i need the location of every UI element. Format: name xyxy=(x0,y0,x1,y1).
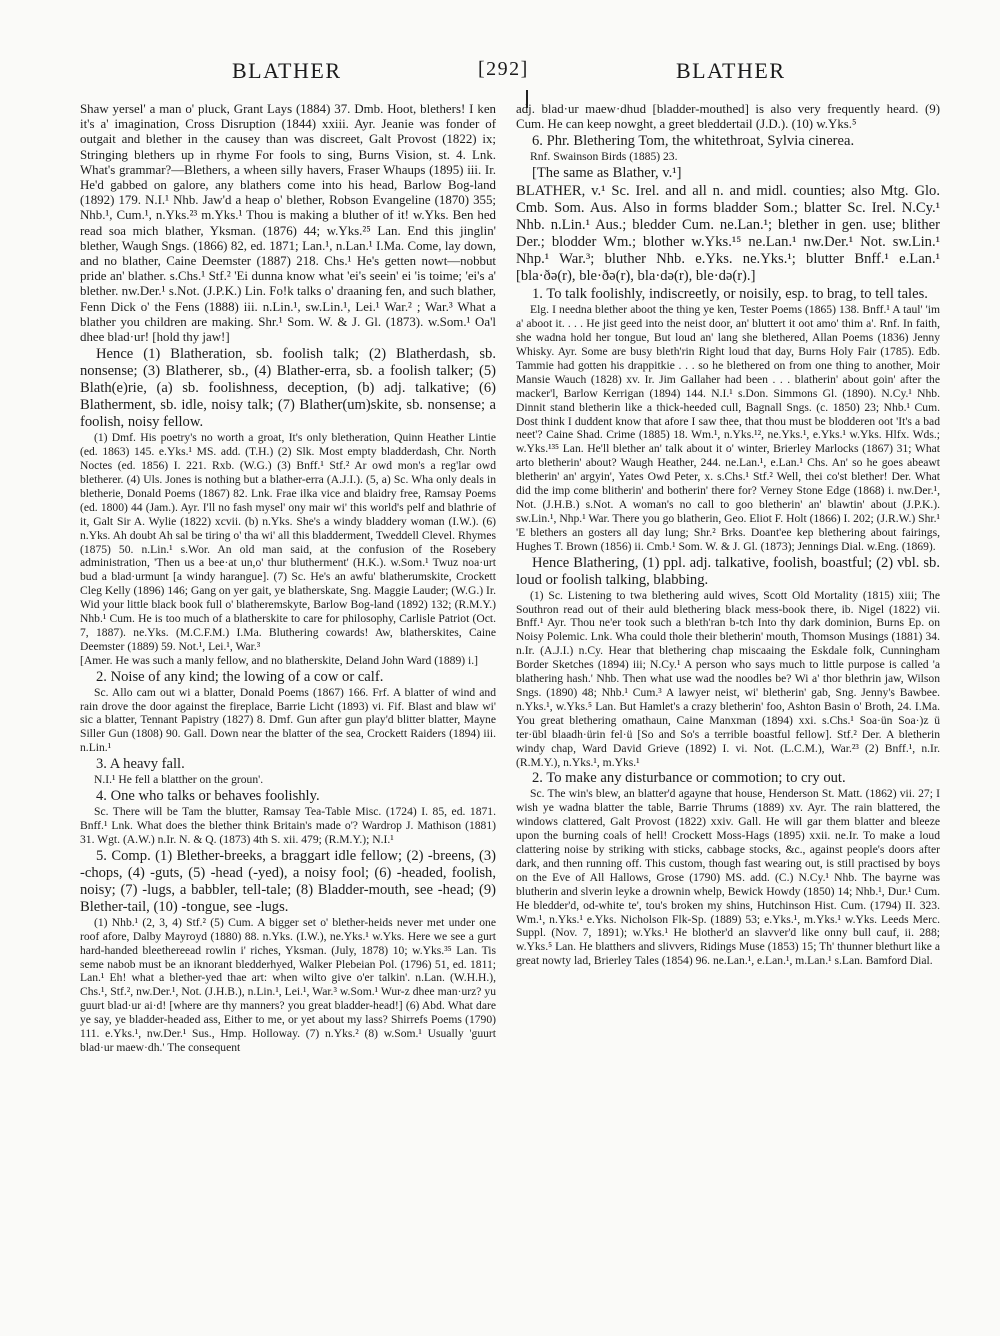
entry-sense: 3. A heavy fall. xyxy=(96,756,185,773)
running-head xyxy=(0,58,1000,88)
entry-sense: 1. To talk foolishly, indiscreetly, or noisily, esp. to brag, to tell tales. xyxy=(532,286,928,303)
etymology-note: [Amer. He was such a manly fellow, and no blatherskite, Deland John Ward (1889) i.] xyxy=(80,653,478,667)
entry-sense: 6. Phr. Blethering Tom, the whitethroat, Sylvia cinerea. xyxy=(532,133,855,150)
entry-sense: 5. Comp. (1) Blether-breeks, a braggart idle fellow; (2) -breens, (3) -chops, (4) -guts, (5) -head (-yed), a noisy fool; (6) -headed, foolish, noisy; (7) -lugs, a babbler, tell-tale; (8) Bladder-mouth, see -head; (9) Blether-tail, (10) -tongue, see -lugs. xyxy=(80,847,496,915)
citation-block: Elg. I needna blether aboot the thing ye ken, Tester Poems (1865) 138. Bnff.¹ A taul' 'im a' aboot it. . . . He jist geed into the neist door, an' bluttert it oot amo' thim a'. Rnf. In faith, she wadna hold her tongue, But loud an' lang she blethered, Allan Poems (1836) Jenny Whisky. Ayr. Some are busy bleth'rin Right loud that day, Burns Holy Fair (1785). Edb. Tammie had gotten his drappitkie . . . so he blethered on from one thing to another, Moir Mansie Wauch (1828) xv. Ir. Jim Gallaher had been . . . blatherin' about goin' after the macker'l, Barlow Kerrigan (1894) 144. N.I.¹ s.Don. Simmons Gl. (1890). N.Cy.¹ Nhb. Dinnit stand bletherin like a thick-heeded cull, Bagnall Sngs. (c. 1850) 23; Nhb.¹ Cum. Dost think I duddent know that afore I saw thee, that thou must be blodderen oot 'It's a bad neet'? Caine Shad. Crime (1885) 18. Wm.¹, n.Yks.¹², ne.Yks.¹, e.Yks.¹ w.Yks. Hlfx. Wds.; w.Yks.¹³⁵ Lan. He'll blether an' talk about it o' winter, Brierley Marlocks (1867) 31; What arto bletherin' about? Waugh Heather, 244. ne.Lan.¹, e.Lan.¹ Chs. An' so he goes abeawt bletherin' an' argyin', Yates Owd Peter, x. s.Chs.¹ Stf.² Well, thei co'st blether! Der. What did the imp come blitherin' and botherin' there for? Verney Stone Edge (1868) i. nw.Der.¹, Not. (J.H.B.) s.Not. A woman's no call to goo bletherin' an' blawtin' about (J.P.K.). sw.Lin.¹, Nhp.¹ War. There you go blatherin, Geo. Eliot F. Holt (1866) I. 202; (J.R.W.) Shr.¹ 'E blethers an gosters all day lung; Shr.² Brks. Doant'ee kep blethering about fairings, Hughes T. Brown (1856) ii. Cmb.¹ Som. W. & J. Gl. (1873); Jennings Dial. w.Eng. (1869). xyxy=(516,303,940,553)
citation-block: (1) Nhb.¹ (2, 3, 4) Stf.² (5) Cum. A bigger set o' blether-heids never met under one roof afore, Dalby Mayroyd (1880) 88. n.Yks. (I.W.), ne.Yks.¹ w.Yks. Here we see a gurt hard-handed bleethereead rowlin i' riches, Yksman. (July, 1878) 10; w.Yks.³⁵ Lan. Tis seme nabob must be an iknorant bledderhyed, Walker Plebeian Pol. (1796) 51, ed. 1811; Lan.¹ Eh! what a blether-yed thae art: when wilto give o'er talkin'. n.Lan. (W.H.H.), Chs.¹, Stf.², nw.Der.¹, Not. (J.H.B.), n.Lin.¹, Lei.¹, War.³ w.Som.¹ Wur-z dhee man·urz? yu guurt blad·ur ai·d! [where are thy manners? you great bladder-head!] (6) Abd. What dare ye say, ye bladder-headed ass, Either to me, or yet about my lass? Shirrefs Poems (1790) 111. e.Yks.¹, nw.Der.¹ Sus., Hmp. Holloway. (7) n.Yks.² (8) w.Som.¹ Usually 'guurt blad·ur maew·dh.' The consequent xyxy=(80,915,496,1054)
citation-block: Sc. There will be Tam the blutter, Ramsay Tea-Table Misc. (1724) I. 85, ed. 1871. Bnff.¹ Lnk. What does the blether think Britain's made o'? Wardrop J. Mathison (1881) 31. Wgt. (A.W.) n.Ir. N. & Q. (1873) 4th S. xii. 479; (R.M.Y.); N.I.¹ xyxy=(80,805,496,846)
entry-sense: 2. Noise of any kind; the lowing of a cow or calf. xyxy=(96,668,384,685)
right-column xyxy=(516,102,940,1302)
etymology-note: [The same as Blather, v.¹] xyxy=(532,165,682,182)
entry-sense: Hence Blathering, (1) ppl. adj. talkative, foolish, boastful; (2) vbl. sb. loud or foolish talking, blabbing. xyxy=(516,554,940,588)
citation-block: Rnf. Swainson Birds (1885) 23. xyxy=(530,150,678,164)
entry-paragraph: Shaw yersel' a man o' pluck, Grant Lays (1884) 37. Dmb. Hoot, blethers! I ken it's a' imagination, Cross Disruption (1844) xxiii. Ayr. Jeanie was fonder of outgait and blether in the causey than was discreet, Galt Provost (1822) ix; Stringing blethers up in rhyme For fools to sing, Burns Vision, st. 4. Lnk. What's grammar?—Blethers, a wheen silly havers, Fraser Whaups (1895) iii. Ir. He'd gabbed on galore, any blathers come into his head, Barlow Bog-land (1892) 179. N.I.¹ Nhb. Jaw'd a heap o' blether, Robson Evangeline (1870) 355; Nhb.¹, Cum.¹, n.Yks.²³ m.Yks.¹ Thou is making a bluther of it! w.Yks. Ben hed read soa mich blather, Yksman. (1876) 44; w.Yks.²⁵ Lan. End this jinglin' blether, Waugh Sngs. (1866) 82, ed. 1871; Lan.¹, n.Lan.¹ I.Ma. Come, lay down, and no blather, Caine Deemster (1887) 218. Chs.¹ He's getten nowt—nobbut pride an' blather. s.Chs.¹ Stf.² 'Ei dunna know what 'ei's seein' ei 'is toime; 'ei's a' blether. nw.Der.¹ s.Not. (J.P.K.) Lin. Fo!k talks o' draaning fen, and such blather, Fenn Dick o' the Fens (1888) iii. n.Lin.¹, sw.Lin.¹, Lei.¹ War.² ; War.³ What a blather you children are making. Shr.¹ Som. W. & J. Gl. (1873). w.Som.¹ Oa'l dhee blad·ur! [hold thy jaw!] xyxy=(80,102,496,345)
entry-paragraph: adj. blad·ur maew·dhud [bladder-mouthed] is also very frequently heard. (9) Cum. He can keep nowght, a greet bleddertail (J.D.). (10) w.Yks.⁵ xyxy=(516,102,940,132)
citation-block: Sc. Allo cam out wi a blatter, Donald Poems (1867) 166. Frf. A blatter of wind and rain drove the door against the fireplace, Barrie Licht (1893) vi. Fif. Blast and blaw wi' sic a blatter, Tennant Papistry (1827) 8. Dmf. Gun after gun play'd blitter blatter, Mayne Siller Gun (1808) 90. Gall. Down near the blatter of the sea, Crockett Raiders (1894) iii. n.Lin.¹ xyxy=(80,685,496,755)
headword-left: BLATHER xyxy=(232,58,342,83)
entry-sense: 4. One who talks or behaves foolishly. xyxy=(96,788,320,805)
citation-block: (1) Dmf. His poetry's no worth a groat, It's only bletheration, Quinn Heather Lintie (ed. 1863) 145. e.Yks.¹ MS. add. (T.H.) (2) Slk. Most empty bladderdash, Chr. North Noctes (ed. 1856) I. 221. Rxb. (W.G.) (3) Bnff.¹ Stf.² Ar owd mon's a reg'lar owd bletherer. (4) Uls. Jones is nothing but a blather-erra (A.J.I.). (5, a) Sc. Wha only deals in bletherie, Donald Poems (1867) 82. Lnk. Frae ilka vice and blaidry free, Ramsay Poems (ed. 1800) 44 (Jam.). Ayr. I'll no fash mysel' ony mair wi' this world's pelf and blathrie of it, Galt Sir A. Wylie (1822) xcvii. (b) n.Yks. She's a windy bladdery woman (I.W.). (6) n.Yks. Ah doubt Ah sal be tiring o' tha wi' all this bladderment, Tweddell Clevel. Rhymes (1875) 50. n.Lin.¹ s.Wor. An old man said, at the confusion of the Rosebery administration, 'Then us a bee·at un,o' thur blutherment' (H.K.). w.Som.¹ Twuz noa·urt bud a blad·urmunt [a windy harangue]. (7) Sc. He's an awfu' blatherumskite, Crockett Cleg Kelly (1896) 146; Gang on yer gait, ye blatherskate, Sng. Maggie Lauder; (W.G.) Ir. Wid your little black book full o' blatheremskyte, Barlow Bog-land (1892) 132; (R.M.Y.) Nhb.¹ Cum. He is too much of a blatherskite to care for philosophy, Carlisle Patriot (Oct. 7, 1887). ne.Yks. (M.C.F.M.) I.Ma. Bluthering cowards! Aw, blatherskites, Caine Deemster (1889) 59. Not.¹, Lei.¹, War.³ xyxy=(80,431,496,653)
headword-right: BLATHER xyxy=(676,58,786,83)
citation-block: Sc. The win's blew, an blatter'd agayne that house, Henderson St. Matt. (1862) vii. 27; I wish ye wadna blatter the table, Barrie Thrums (1889) xv. Ayr. The rain blattered, the windows clattered, Galt Provost (1822) xxiv. Gall. He will gar them blatter and bleeze upon the burning coals of hell! Crockett Moss-Hags (1895) xxii. ne.Ir. To make a loud clattering noise by striking with sticks, cabbage stocks, &c., against people's doors after dark, and then running off. This custom, though fast wearing out, is still practised by boys on the Eve of All Hallows, Grose (1790) MS. add. (C.) N.Cy.¹ Nhb. The bayrne was blutherin and slverin leyke a drownin whelp, Bewick Howdy (1850) 14; Nhb.¹, Dur.¹ Cum. He bledder'd, od-white te', tou's broken my shins, Hutchinson Hist. Cum. (1794) II. 323. Wm.¹, n.Yks.¹ e.Yks. Nicholson Flk-Sp. (1889) 53; e.Yks.¹, m.Yks.¹ w.Yks. Leeds Merc. Suppl. (Nov. 7, 1891); w.Yks.¹ He blother'd an slavver'd like onny bull cauf, ii. 288; w.Yks.⁵ Lan. He blatthers and slivvers, Ridings Muse (1853) 15; Th' thunner blethurt like a great nowty lad, Brierley Tales (1854) 96. ne.Lan.¹, e.Lan.¹, m.Lan.¹ s.Lan. Bamford Dial. xyxy=(516,787,940,968)
citation-block: N.I.¹ He fell a blatther on the groun'. xyxy=(94,773,264,787)
entry-sense: 2. To make any disturbance or commotion; to cry out. xyxy=(532,770,846,787)
entry-sense: Hence (1) Blatheration, sb. foolish talk; (2) Blatherdash, sb. nonsense; (3) Blatherer, sb., (4) Blather-erra, sb. a foolish talker; (5) Blath(e)rie, (a) sb. foolishness, deception, (b) adj. talkative; (6) Blatherment, sb. idle, noisy talk; (7) Blather(um)skite, sb. nonsense; a foolish, noisy fellow. xyxy=(80,346,496,431)
citation-block: (1) Sc. Listening to twa blethering auld wives, Scott Old Mortality (1815) xiii; The Southron read out of their auld blethering black mess-book there, ib. Nigel (1822) vii. Bnff.¹ Ayr. Thou ne'er took such a bleth'ran b-tch Into thy dark dominion, Burns Ep. on Noisy Polemic. Lnk. Wha could thole their bletherin' mouth, Thomson Musings (1881) 34. n.Ir. (A.J.I.) n.Cy. Hear that blethering chap miscaaing the Eskdale folk, Cunningham Border Sketches (1894) iii; N.Cy.¹ A person who says much to little purpose is called 'a blathering hash.' Nhb. Then what use wad the noodles be? Wi a' thor blethrin jaw, Wilson Sngs. (1890) 48; Nhb.¹ Cum.³ A lawyer neist, wi' bletherin' gab, Sng. Jenny's Bawbee. n.Yks.¹, w.Yks.⁵ Lan. But Hamlet's a crazy bletherin' foo, Ashton Basin o' Broth, 24. I.Ma. You great blethering omathaun, Caine Manxman (1894) xxi. s.Chs.¹ Soa·ün Soa·)z ü ter·übl blaadh·ürin fel·ü [So and So's a terrible boastful fellow]. Stf.² Der. A bletherin windy chap, Ward David Grieve (1892) I. vi. Not. (L.C.M.), War.²³ (2) Bnff.¹, n.Ir. (R.M.Y.), n.Yks.¹, m.Yks.¹ xyxy=(516,588,940,769)
page-number: [292] xyxy=(478,58,529,80)
left-column xyxy=(80,102,496,1302)
headword-entry: BLATHER, v.¹ Sc. Irel. and all n. and midl. counties; also Mtg. Glo. Cmb. Som. Aus. Also in forms bladder Som.; blatter Sc. Irel. N.Cy.¹ Nhb. n.Lin.¹ Aus.; bledder Cum. ne.Lan.¹; blether in gen. use; blither Der.; blodder Wm.; blother w.Yks.¹⁵ ne.Lan.¹ nw.Der.¹ Not. sw.Lin.¹ Nhp.¹ War.³; bluther Nhb. e.Yks. ne.Yks.¹; blutter Bnff.¹ e.Lan.¹ [bla·ðə(r), ble·ðə(r), bla·də(r), ble·də(r).] xyxy=(516,183,940,285)
